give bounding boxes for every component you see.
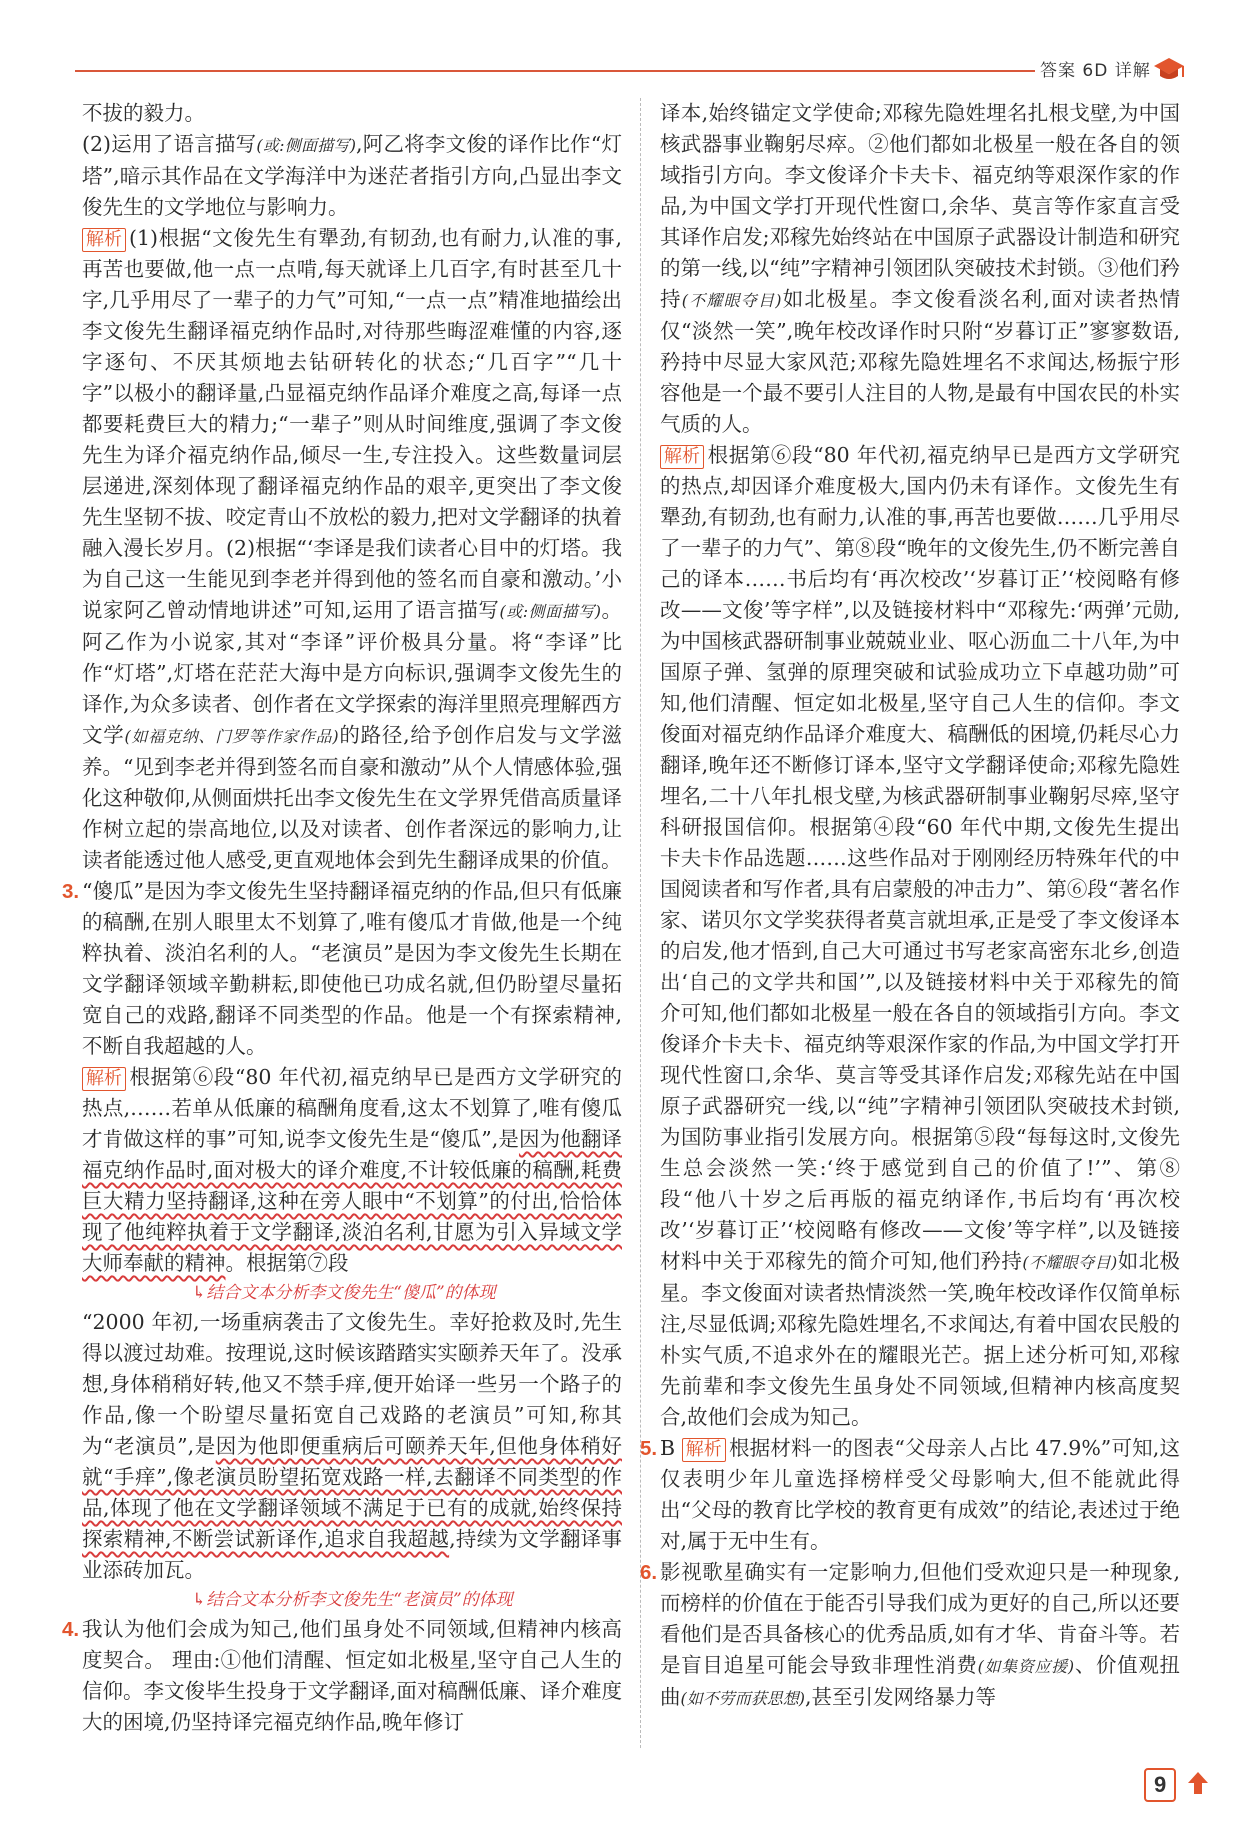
page-number: 9	[1144, 1768, 1176, 1802]
question-number: 5.	[640, 1437, 658, 1460]
analysis-tag: 解析	[682, 1438, 726, 1462]
right-column	[640, 98, 1181, 1714]
answer-2-part-2: (2)运用了语言描写(或:侧面描写),阿乙将李文俊的译作比作“灯塔”,暗示其作品在文学海洋中为迷茫者指引方向,凸显出李文俊先生的文学地位与影响力。	[82, 132, 622, 219]
analysis-tag: 解析	[82, 1067, 126, 1091]
left-column	[62, 98, 622, 1738]
question-number: 4.	[62, 1618, 80, 1641]
question-5-answer: 5. B 解析 根据材料一的图表“父母亲人占比 47.9%”可知,这仅表明少年儿童选择榜样受父母影响大,但不能就此得出“父母的教育比学校的教育更有成效”的结论,表述过于绝对,属于无中生有。	[660, 1433, 1180, 1557]
handwritten-underline: 因为他即便重病后可颐养天年,但他身体稍好就“手痒”,像老演员盼望拓宽戏路一样,去翻译不同类型的作品,体现了他在文学翻译领域不满足于已有的成就,始终保持探索精神,不断尝试新译作,追求自我超越	[82, 1434, 622, 1551]
answer-4-cont: 译本,始终锚定文学使命;邓稼先隐姓埋名扎根戈壁,为中国核武器事业鞠躬尽瘁。②他们都如北极星一般在各自的领域指引方向。李文俊译介卡夫卡、福克纳等艰深作家的作品,为中国文学打开现代性窗口,余华、莫言等作家直言受其译作启发;邓稼先始终站在中国原子武器设计制造和研究的第一线,以“纯”字精神引领团队突破技术封锁。③他们矜持(不耀眼夺目)如北极星。李文俊看淡名利,面对读者热情仅“淡然一笑”,晚年校改译作时只附“岁暮订正”寥寥数语,矜持中尽显大家风范;邓稼先隐姓埋名不求闻达,杨振宁形容他是一个最不要引人注目的人物,是最有中国农民的朴实气质的人。	[660, 101, 1181, 436]
answer-2-end: 不拔的毅力。	[82, 101, 205, 125]
graduation-cap-icon	[1152, 52, 1186, 86]
column-divider	[640, 98, 641, 1748]
analysis-3-cont: “2000 年初,一场重病袭击了文俊先生。幸好抢救及时,先生得以渡过劫难。按理说,这时候该踏踏实实颐养天年了。没承想,身体稍稍好转,他又不禁手痒,便开始译一些另一个路子的作品,像一个盼望尽量拓宽自己戏路的老演员”可知,称其为“老演员”,是因为他即便重病后可颐养天年,但他身体稍好就“手痒”,像老演员盼望拓宽戏路一样,去翻译不同类型的作品,体现了他在文学翻译领域不满足于已有的成就,始终保持探索精神,不断尝试新译作,追求自我超越,持续为文学翻译事业添砖加瓦。	[82, 1310, 622, 1582]
analysis-tag: 解析	[660, 445, 704, 469]
handwritten-note: ↳结合文本分析李文俊先生“傻瓜”的体现	[192, 1283, 496, 1303]
question-number: 6.	[640, 1561, 658, 1584]
question-6-answer: 6. 影视歌星确实有一定影响力,但他们受欢迎只是一种现象,而榜样的价值在于能否引导我们成为更好的自己,所以还要看他们是否具备核心的优秀品质,如有才华、肯奋斗等。若是盲目追星可能会导致非理性消费(如集资应援)、价值观扭曲(如不劳而获思想),甚至引发网络暴力等	[660, 1557, 1180, 1714]
header-rule	[75, 70, 1035, 72]
question-4-answer: 4. 我认为他们会成为知己,他们虽身处不同领域,但精神内核高度契合。 理由:①他们清醒、恒定如北极星,坚守自己人生的信仰。李文俊毕生投身于文学翻译,面对稿酬低廉、译介难度大的困境,仍坚持译完福克纳作品,晚年修订	[82, 1614, 622, 1738]
analysis-4: 解析 根据第⑥段“80 年代初,福克纳早已是西方文学研究的热点,却因译介难度极大,国内仍未有译作。文俊先生有犟劲,有韧劲,也有耐力,认准的事,再苦也要做……几乎用尽了一辈子的力气”、第⑧段“晚年的文俊先生,仍不断完善自己的译本……书后均有‘再次校改’‘岁暮订正’‘校阅略有修改——文俊’等字样”,以及链接材料中“邓稼先:‘两弹’元勋,为中国核武器研制事业兢兢业业、呕心沥血二十八年,为中国原子弹、氢弹的原理突破和试验成功立下卓越功勋”可知,他们清醒、恒定如北极星,坚守自己人生的信仰。李文俊面对福克纳作品译介难度大、稿酬低的困境,仍耗尽心力翻译,晚年还不断修订译本,坚守文学翻译使命;邓稼先隐姓埋名,二十八年扎根戈壁,为核武器研制事业鞠躬尽瘁,坚守科研报国信仰。根据第④段“60 年代中期,文俊先生提出卡夫卡作品选题……这些作品对于刚刚经历特殊年代的中国阅读者和写作者,具有启蒙般的冲击力”、第⑥段“著名作家、诺贝尔文学奖获得者莫言就坦承,正是受了李文俊译本的启发,他才悟到,自己大可通过书写老家高密东北乡,创造出‘自己的文学共和国’”,以及链接材料中关于邓稼先的简介可知,他们都如北极星一般在各自的领域指引方向。李文俊译介卡夫卡、福克纳等艰深作家的作品,为中国文学打开现代性窗口,余华、莫言等受其译作启发;邓稼先站在中国原子武器研究一线,以“纯”字精神引领团队突破技术封锁,为国防事业指引发展方向。根据第⑤段“每每这时,文俊先生总会淡然一笑:‘终于感觉到自己的价值了!’”、第⑧段“他八十岁之后再版的福克纳译作,书后均有‘再次校改’‘岁暮订正’‘校阅略有修改——文俊’等字样”,以及链接材料中关于邓稼先的简介可知,他们矜持(不耀眼夺目)如北极星。李文俊面对读者热情淡然一笑,晚年校改译作仅简单标注,尽显低调;邓稼先隐姓埋名,不求闻达,有着中国农民般的朴实气质,不追求外在的耀眼光芒。据上述分析可知,邓稼先前辈和李文俊先生虽身处不同领域,但精神内核高度契合,故他们会成为知己。	[660, 443, 1181, 1429]
up-arrow-icon	[1186, 1770, 1210, 1796]
handwritten-underline: 因为他翻译福克纳作品时,面对极大的译介难度,不计较低廉的稿酬,耗费巨大精力坚持翻译,这种在旁人眼中“不划算”的付出,恰恰体现了他纯粹执着于文学翻译,淡泊名利,甘愿为引入异域文学大师奉献的精神	[82, 1127, 622, 1275]
handwritten-note: ↳结合文本分析李文俊先生“老演员”的体现	[192, 1590, 513, 1610]
analysis-3: 解析 根据第⑥段“80 年代初,福克纳早已是西方文学研究的热点,……若单从低廉的稿酬角度看,这太不划算了,唯有傻瓜才肯做这样的事”可知,说李文俊先生是“傻瓜”,是因为他翻译福克纳作品时,面对极大的译介难度,不计较低廉的稿酬,耗费巨大精力坚持翻译,这种在旁人眼中“不划算”的付出,恰恰体现了他纯粹执着于文学翻译,淡泊名利,甘愿为引入异域文学大师奉献的精神。根据第⑦段	[82, 1065, 622, 1275]
analysis-2: 解析 (1)根据“文俊先生有犟劲,有韧劲,也有耐力,认准的事,再苦也要做,他一点一点啃,每天就译上几百字,有时甚至几十字,几乎用尽了一辈子的力气”可知,“一点一点”精准地描绘出李文俊先生翻译福克纳作品时,对待那些晦涩难懂的内容,逐字逐句、不厌其烦地去钻研转化的状态;“几百字”“几十字”以极小的翻译量,凸显福克纳作品译介难度之高,每译一点都要耗费巨大的精力;“一辈子”则从时间维度,强调了李文俊先生为译介福克纳作品,倾尽一生,专注投入。这些数量词层层递进,深刻体现了翻译福克纳作品的艰辛,更突出了李文俊先生坚韧不拔、咬定青山不放松的毅力,把对文学翻译的执着融入漫长岁月。(2)根据“‘李译是我们读者心目中的灯塔。我为自己这一生能见到李老并得到他的签名而自豪和激动。’小说家阿乙曾动情地讲述”可知,运用了语言描写(或:侧面描写)。阿乙作为小说家,其对“李译”评价极具分量。将“李译”比作“灯塔”,灯塔在茫茫大海中是方向标识,强调李文俊先生的译作,为众多读者、创作者在文学探索的海洋里照亮理解西方文学(如福克纳、门罗等作家作品)的路径,给予创作启发与文学滋养。“见到李老并得到签名而自豪和激动”从个人情感体验,强化这种敬仰,从侧面烘托出李文俊先生在文学界凭借高质量译作树立起的崇高地位,以及对读者、创作者深远的影响力,让读者能透过他人感受,更直观地体会到先生翻译成果的价值。	[82, 226, 622, 872]
page-header	[0, 0, 1250, 90]
question-3-answer: 3. “傻瓜”是因为李文俊先生坚持翻译福克纳的作品,但只有低廉的稿酬,在别人眼里太不划算了,唯有傻瓜才肯做,他是一个纯粹执着、淡泊名利的人。“老演员”是因为李文俊先生长期在文学翻译领域辛勤耕耘,即使他已功成名就,但仍盼望尽量拓宽自己的戏路,翻译不同类型的作品。他是一个有探索精神,不断自我超越的人。	[82, 876, 622, 1062]
header-title: 答案 6D 详解	[1040, 61, 1151, 81]
question-number: 3.	[62, 880, 80, 903]
analysis-tag: 解析	[82, 228, 126, 252]
